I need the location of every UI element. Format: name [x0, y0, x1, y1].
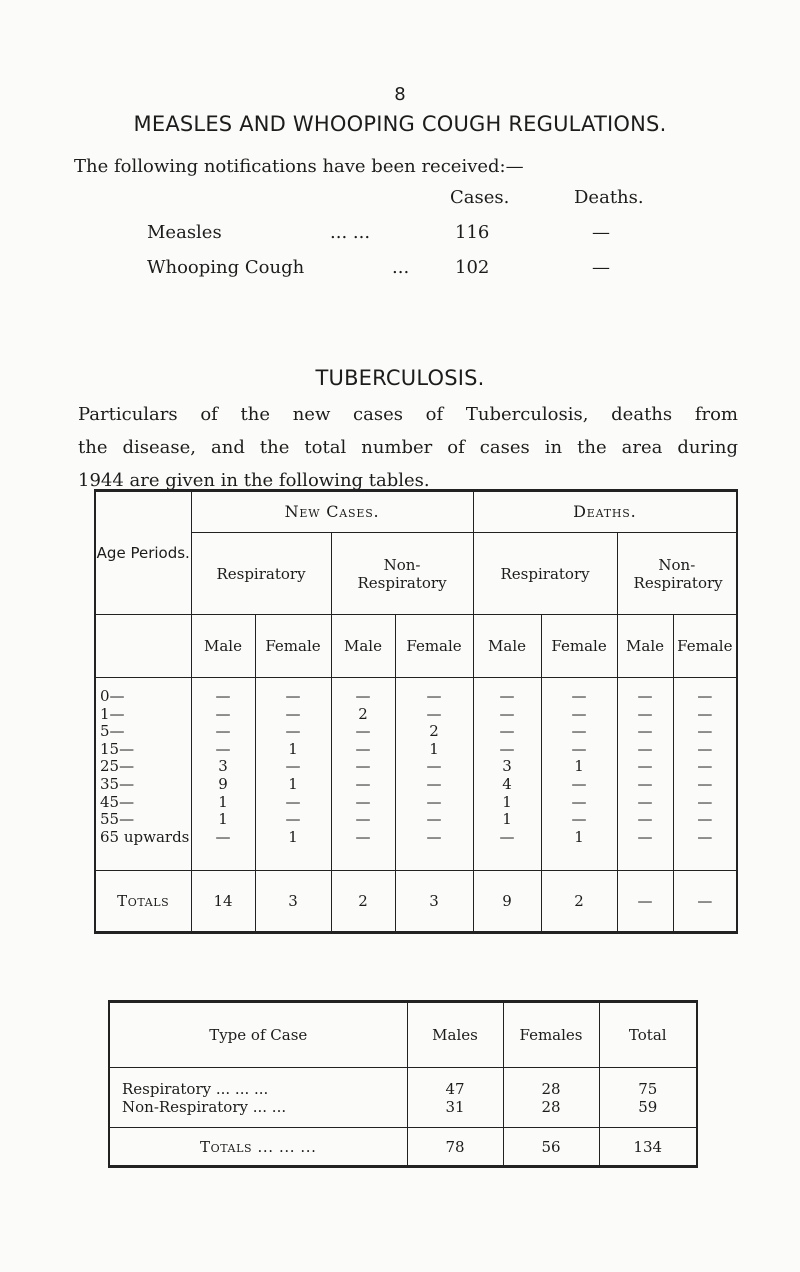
table-cell: — [697, 810, 713, 829]
table-cell: — [637, 757, 653, 776]
notifications-intro: The following notifications have been received:— [74, 156, 524, 177]
notif-dots: ... [392, 257, 410, 278]
age-periods-header: Age Periods. [95, 491, 191, 615]
female-header: Female [541, 615, 617, 678]
table-cell: — [285, 757, 301, 776]
new-resp-female-column [255, 678, 331, 871]
table-cell: 28 [541, 1079, 561, 1098]
table-cell: 1 [574, 827, 584, 846]
table-cell: — [637, 722, 653, 741]
notif-disease-measles: Measles [147, 222, 222, 243]
table-cell: — [215, 722, 231, 741]
table-cell: — [637, 792, 653, 811]
age-column [95, 678, 191, 871]
table-cell: — [697, 704, 713, 723]
table-cell: 3 [502, 757, 512, 776]
table-cell: 1 [502, 810, 512, 829]
new-resp-male-column [191, 678, 255, 871]
age-label: 0— [100, 687, 125, 705]
female-header: Female [395, 615, 473, 678]
notif-col-deaths: Deaths. [574, 187, 644, 208]
table-cell: — [571, 810, 587, 829]
table-cell: 59 [638, 1097, 658, 1116]
table-cell: — [355, 774, 371, 793]
table-cell: — [426, 774, 442, 793]
tb-paragraph-line: the disease, and the total number of cases in the area during [78, 437, 738, 458]
notif-cases: 116 [455, 222, 490, 243]
tb-cases-deaths-table [94, 489, 738, 934]
blank-cell [95, 615, 191, 678]
female-header: Female [673, 615, 737, 678]
totals-label: Totals [117, 892, 170, 910]
male-header: Male [191, 615, 255, 678]
table-cell: 1 [429, 739, 439, 758]
table-cell: 9 [218, 774, 228, 793]
deaths-resp-male-column [473, 678, 541, 871]
age-label: 5— [100, 722, 125, 741]
table-cell: — [571, 722, 587, 741]
table-cell: 1 [218, 810, 228, 829]
notif-deaths: — [592, 257, 610, 278]
table-cell: — [426, 687, 442, 705]
deaths-respiratory-header: Respiratory [473, 533, 617, 615]
table-cell: 1 [288, 827, 298, 846]
table-cell: — [355, 792, 371, 811]
table-cell: — [697, 757, 713, 776]
total-cell: 78 [407, 1128, 503, 1167]
table-cell: — [571, 739, 587, 758]
table-cell: — [426, 827, 442, 846]
new-respiratory-header: Respiratory [191, 533, 331, 615]
table-cell: — [697, 687, 713, 705]
table-cell: — [215, 687, 231, 705]
table-cell: — [571, 687, 587, 705]
table-cell: 2 [358, 704, 368, 723]
type-of-case-header: Type of Case [109, 1002, 407, 1068]
case-type-column [109, 1068, 407, 1128]
male-header: Male [473, 615, 541, 678]
age-label: 1— [100, 704, 125, 723]
case-type-label: Non-Respiratory ... ... [122, 1097, 287, 1116]
tb-summary-table [108, 1000, 698, 1168]
notif-disease-whooping: Whooping Cough [147, 257, 305, 278]
page-number: 8 [394, 84, 406, 105]
total-cell: — [673, 871, 737, 933]
table-cell: 2 [429, 722, 439, 741]
case-type-label: Respiratory ... ... ... [122, 1079, 269, 1098]
new-cases-header: New Cases. [191, 491, 473, 533]
table-cell: — [637, 739, 653, 758]
table-cell: — [355, 810, 371, 829]
table-cell: — [571, 704, 587, 723]
table-cell: — [426, 704, 442, 723]
table-cell: — [499, 687, 515, 705]
age-label: 35— [100, 774, 135, 793]
notif-col-cases: Cases. [450, 187, 510, 208]
table-cell: — [637, 774, 653, 793]
table-cell: — [697, 827, 713, 846]
table-cell: — [215, 827, 231, 846]
table-cell: — [355, 827, 371, 846]
total-cell: 56 [503, 1128, 599, 1167]
total-cell: 2 [541, 871, 617, 933]
table-cell: — [426, 757, 442, 776]
table-cell: 1 [502, 792, 512, 811]
table-cell: 1 [574, 757, 584, 776]
table-cell: — [571, 774, 587, 793]
table-cell: 31 [445, 1097, 465, 1116]
table-cell: — [571, 792, 587, 811]
notif-dots: ... ... [330, 222, 371, 243]
tb-paragraph [78, 398, 738, 497]
table-cell: — [697, 739, 713, 758]
deaths-resp-female-column [541, 678, 617, 871]
age-label: 55— [100, 810, 135, 829]
males-header: Males [407, 1002, 503, 1068]
deaths-nonresp-female-column [673, 678, 737, 871]
table-cell: — [697, 722, 713, 741]
total-cell: 9 [473, 871, 541, 933]
deaths-header: Deaths. [473, 491, 737, 533]
table-cell: — [637, 687, 653, 705]
table-cell: — [697, 774, 713, 793]
total-column [599, 1068, 697, 1128]
females-column [503, 1068, 599, 1128]
table-cell: 3 [218, 757, 228, 776]
table-cell: — [637, 704, 653, 723]
table-cell: 1 [288, 774, 298, 793]
table-cell: — [637, 810, 653, 829]
table-cell: — [697, 792, 713, 811]
table-cell: — [426, 810, 442, 829]
total-cell: 3 [255, 871, 331, 933]
table-cell: 4 [502, 774, 512, 793]
females-header: Females [503, 1002, 599, 1068]
table-cell: 75 [638, 1079, 658, 1098]
tuberculosis-heading: TUBERCULOSIS. [315, 366, 485, 390]
age-label: 65 upwards [100, 827, 190, 846]
table-cell: — [285, 792, 301, 811]
table-cell: — [285, 704, 301, 723]
new-non-respiratory-header: Non- Respiratory [331, 533, 473, 615]
table-cell: — [285, 810, 301, 829]
total-cell: 2 [331, 871, 395, 933]
table-cell: — [355, 739, 371, 758]
table-cell: 1 [288, 739, 298, 758]
table-cell: — [499, 722, 515, 741]
total-header: Total [599, 1002, 697, 1068]
table-cell: — [499, 704, 515, 723]
table-cell: — [285, 687, 301, 705]
age-label: 45— [100, 792, 135, 811]
total-cell: 3 [395, 871, 473, 933]
new-nonresp-female-column [395, 678, 473, 871]
table-cell: — [215, 704, 231, 723]
deaths-non-respiratory-header: Non- Respiratory [617, 533, 737, 615]
table-cell: — [499, 827, 515, 846]
new-nonresp-male-column [331, 678, 395, 871]
total-cell: 134 [599, 1128, 697, 1167]
table-cell: 1 [218, 792, 228, 811]
table-cell: — [355, 687, 371, 705]
table-cell: 47 [445, 1079, 465, 1098]
notif-deaths: — [592, 222, 610, 243]
table-cell: — [355, 757, 371, 776]
table-cell: — [285, 722, 301, 741]
tb-paragraph-line: 1944 are given in the following tables. [78, 470, 430, 491]
measles-heading: MEASLES AND WHOOPING COUGH REGULATIONS. [133, 112, 667, 136]
males-column [407, 1068, 503, 1128]
deaths-nonresp-male-column [617, 678, 673, 871]
table-cell: — [355, 722, 371, 741]
table-cell: — [637, 827, 653, 846]
male-header: Male [331, 615, 395, 678]
total-cell: — [617, 871, 673, 933]
table-cell: 28 [541, 1097, 561, 1116]
table-cell: — [426, 792, 442, 811]
male-header: Male [617, 615, 673, 678]
totals-label: Totals ... ... ... [199, 1137, 317, 1156]
female-header: Female [255, 615, 331, 678]
total-cell: 14 [191, 871, 255, 933]
table-cell: — [215, 739, 231, 758]
age-label: 15— [100, 739, 135, 758]
tb-paragraph-line: Particulars of the new cases of Tuberculosis, deaths from [78, 404, 738, 425]
age-label: 25— [100, 757, 135, 776]
table-cell: — [499, 739, 515, 758]
notif-cases: 102 [455, 257, 490, 278]
